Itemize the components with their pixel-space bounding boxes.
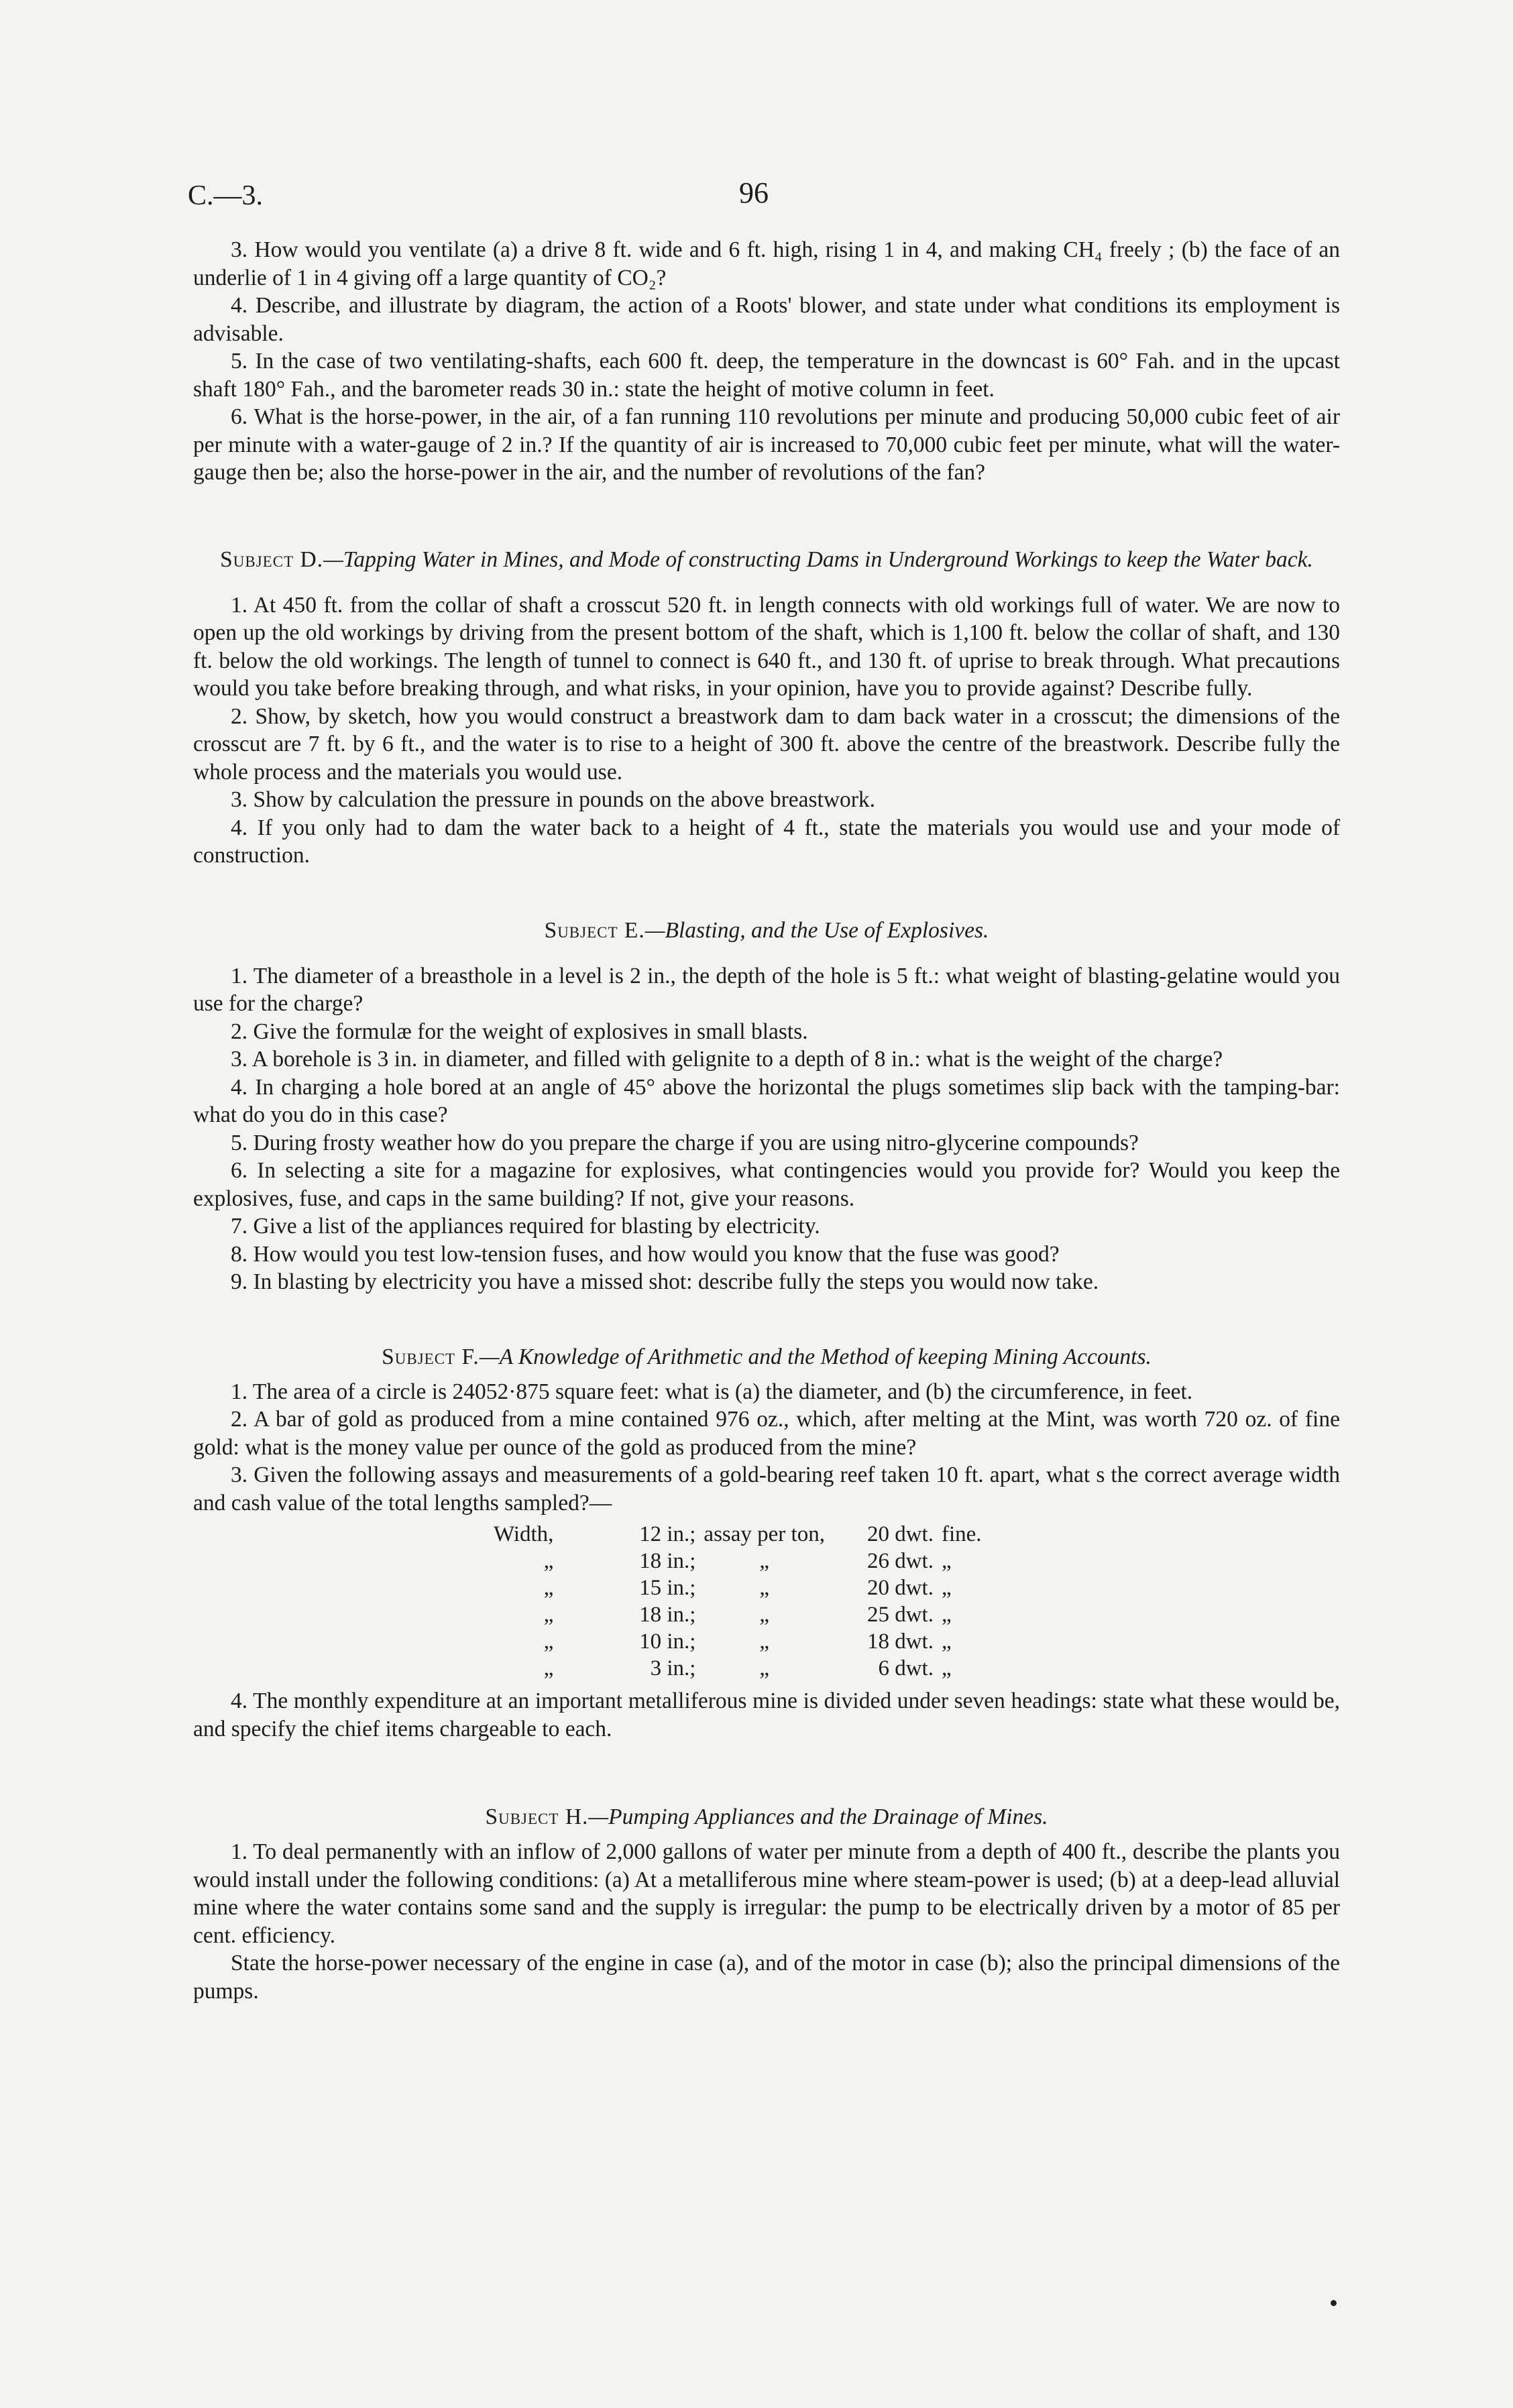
table-cell: 18 in.; [639,1603,696,1627]
table-cell: „ [941,1576,952,1600]
question-f-2: 2. A bar of gold as produced from a mine contained 976 oz., which, after melting at the Mint, was worth 720 oz. of fine gold: what is the money value per ounce of the gold as produced from the mine? [193,1407,1340,1460]
table-cell: „ [941,1603,952,1627]
question-e-5: 5. During frosty weather how do you prepare the charge if you are using nitro-glycerine compounds? [231,1130,1139,1155]
question-c-6: 6. What is the horse-power, in the air, of a fan running 110 revolutions per minute and producing 50,000 cubic feet of air per minute with a water-gauge of 2 in.? If the quantity of air is increased to 70,000 cubic feet per minute, what will the water-gauge then be; also the horse-power in the air, and the number of revolutions of the fan? [193,404,1340,485]
subject-d-label: Subject D. [220,547,324,572]
table-cell: „ [759,1629,770,1654]
assay-table [490,1521,999,1682]
subject-h-title: —Pumping Appliances and the Drainage of Mines. [588,1804,1048,1829]
table-cell: „ [941,1549,952,1573]
question-c-4: 4. Describe, and illustrate by diagram, the action of a Roots' blower, and state under what conditions its employment is advisable. [193,293,1340,346]
page-body [193,236,1340,2005]
subject-h-heading [193,1803,1340,1831]
question-f-3: 3. Given the following assays and measurements of a gold-bearing reef taken 10 ft. apart, what s the correct average width and cash value of the total lengths sampled?— [193,1463,1340,1515]
question-d-2: 2. Show, by sketch, how you would construct a breastwork dam to dam back water in a crosscut; the dimensions of the crosscut are 7 ft. by 6 ft., and the water is to rise to a height of 300 ft. above the centre of the breastwork. Describe fully the whole process and the materials you would use. [193,703,1340,785]
question-f-1: 1. The area of a circle is 24052·875 square feet: what is (a) the diameter, and (b) the circumference, in feet. [231,1379,1193,1404]
table-cell: „ [543,1549,554,1573]
table-cell: „ [543,1576,554,1600]
question-e-3: 3. A borehole is 3 in. in diameter, and filled with gelignite to a depth of 8 in.: what is the weight of the charge? [231,1047,1223,1072]
table-cell: 6 dwt. [878,1656,934,1680]
table-cell: „ [941,1656,952,1680]
table-cell: 26 dwt. [866,1549,934,1573]
question-c-5: 5. In the case of two ventilating-shafts, each 600 ft. deep, the temperature in the downcast is 60° Fah. and in the upcast shaft 180° Fah., and the barometer reads 30 in.: state the height of motive column in feet. [193,349,1340,402]
subject-f-label: Subject F. [382,1344,480,1369]
question-e-2: 2. Give the formulæ for the weight of explosives in small blasts. [231,1019,808,1044]
document-reference: C.—3. [188,180,264,211]
table-cell: 20 dwt. [866,1522,934,1546]
subject-f-heading [193,1343,1340,1371]
table-cell: fine. [941,1522,982,1546]
question-e-6: 6. In selecting a site for a magazine for explosives, what contingencies would you provide for? Would you keep the explosives, fuse, and caps in the same building? If not, give your reasons. [193,1158,1340,1211]
table-row [490,1521,999,1548]
table-cell: 25 dwt. [866,1603,934,1627]
page-header [188,176,1341,216]
table-cell: „ [543,1603,554,1627]
table-cell: „ [759,1656,770,1680]
question-e-1: 1. The diameter of a breasthole in a level is 2 in., the depth of the hole is 5 ft.: what weight of blasting-gelatine would you use for the charge? [193,963,1340,1016]
ink-speck [1331,2300,1337,2306]
table-row [490,1601,999,1628]
table-cell: „ [759,1603,770,1627]
subject-d-heading [193,546,1340,574]
question-e-4: 4. In charging a hole bored at an angle of 45° above the horizontal the plugs sometimes slip back with the tamping-bar: what do you do in this case? [193,1074,1340,1127]
table-row [490,1548,999,1574]
table-cell: 20 dwt. [866,1576,934,1600]
table-cell: assay per ton, [704,1522,825,1546]
table-cell: „ [759,1576,770,1600]
table-cell: 18 dwt. [866,1629,934,1654]
table-cell: 18 in.; [639,1549,696,1573]
table-cell: 10 in.; [639,1629,696,1654]
question-e-8: 8. How would you test low-tension fuses, and how would you know that the fuse was good? [231,1241,1060,1267]
question-f-4: 4. The monthly expenditure at an important metalliferous mine is divided under seven headings: state what these would be, and specify the chief items chargeable to each. [193,1688,1340,1741]
subject-e-title: —Blasting, and the Use of Explosives. [645,917,989,943]
table-cell: 12 in.; [639,1522,696,1546]
table-cell: Width, [494,1522,554,1546]
subject-d-title: —Tapping Water in Mines, and Mode of constructing Dams in Underground Workings to keep the Water back. [323,547,1313,572]
question-e-7: 7. Give a list of the appliances required for blasting by electricity. [231,1214,820,1239]
table-row [490,1655,999,1682]
question-e-9: 9. In blasting by electricity you have a missed shot: describe fully the steps you would now take. [231,1269,1099,1294]
table-cell: 3 in.; [650,1656,696,1680]
question-h-1: 1. To deal permanently with an inflow of 2,000 gallons of water per minute from a depth of 400 ft., describe the plants you would install under the following conditions: (a) At a metalliferous mine where steam-power is used; (b) at a deep-lead alluvial mine where the water contains some sand and the supply is irregular: the pump to be electrically driven by a motor of 85 per cent. efficiency. [193,1839,1340,1948]
question-d-1: 1. At 450 ft. from the collar of shaft a crosscut 520 ft. in length connects with old workings full of water. We are now to open up the old workings by driving from the present bottom of the shaft, which is 1,100 ft. below the collar of shaft, and 130 ft. below the old workings. The length of tunnel to connect is 640 ft., and 130 ft. of uprise to break through. What precautions would you take before breaking through, and what risks, in your opinion, have you to provide against? Describe fully. [193,592,1340,701]
question-h-1-continued: State the horse-power necessary of the engine in case (a), and of the motor in case (b); also the principal dimensions of the pumps. [193,1951,1340,2004]
table-row [490,1628,999,1655]
table-cell: „ [759,1549,770,1573]
question-c-3: 3. How would you ventilate (a) a drive 8 ft. wide and 6 ft. high, rising 1 in 4, and making CH₄ freely ; (b) the face of an underlie of 1 in 4 giving off a large quantity of CO₂? [193,237,1340,290]
subject-h-label: Subject H. [485,1804,589,1829]
subject-e-heading [193,917,1340,945]
question-d-4: 4. If you only had to dam the water back to a height of 4 ft., state the materials you would use and your mode of construction. [193,815,1340,868]
question-d-3: 3. Show by calculation the pressure in pounds on the above breastwork. [231,787,876,812]
page-number: 96 [739,176,769,209]
table-cell: 15 in.; [639,1576,696,1600]
table-cell: „ [941,1629,952,1654]
table-cell: „ [543,1629,554,1654]
table-row [490,1574,999,1601]
table-cell: „ [543,1656,554,1680]
subject-f-title: —A Knowledge of Arithmetic and the Method of keeping Mining Accounts. [479,1344,1152,1369]
subject-e-label: Subject E. [544,917,645,943]
